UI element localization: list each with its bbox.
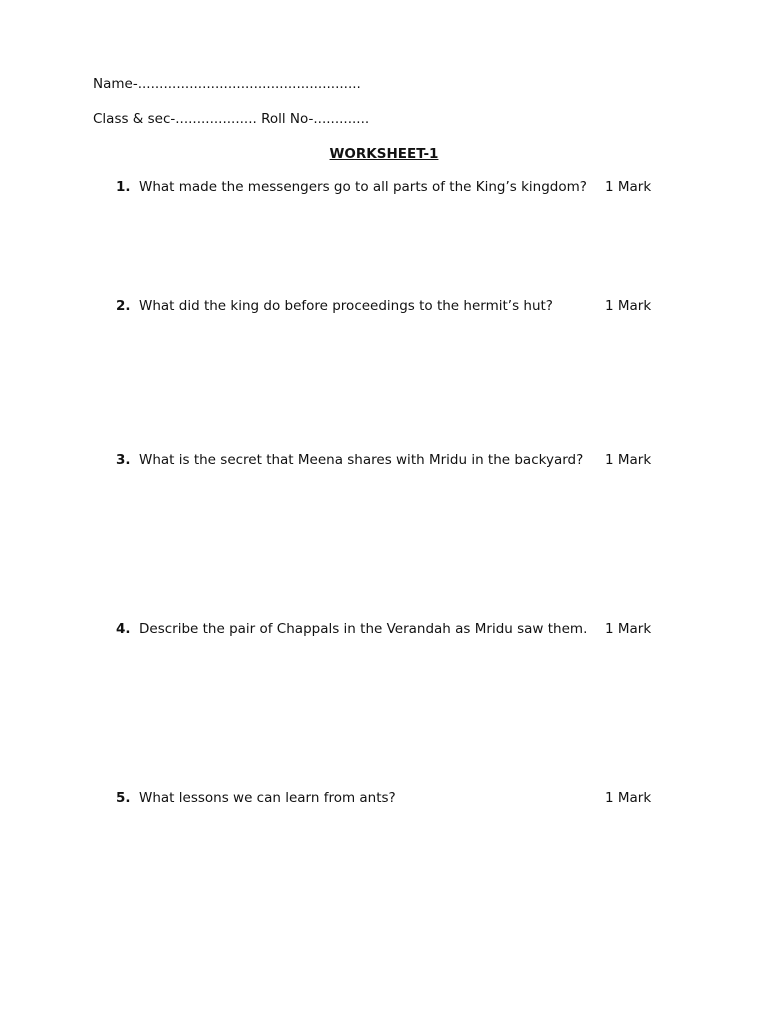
question-marks: 1 Mark: [605, 452, 652, 468]
question-2: [116, 298, 656, 314]
question-5: [116, 790, 656, 806]
question-marks: 1 Mark: [605, 621, 652, 637]
question-marks: 1 Mark: [605, 179, 652, 195]
question-text: What did the king do before proceedings to the hermit’s hut?: [139, 298, 553, 314]
name-line: Name-....................................................: [93, 76, 361, 92]
question-number: 4.: [116, 621, 131, 637]
question-number: 1.: [116, 179, 131, 195]
question-number: 5.: [116, 790, 131, 806]
question-4: [116, 621, 656, 637]
question-number: 3.: [116, 452, 131, 468]
worksheet-title: WORKSHEET-1: [329, 146, 439, 162]
question-marks: 1 Mark: [605, 790, 652, 806]
question-text: What is the secret that Meena shares with Mridu in the backyard?: [139, 452, 584, 468]
question-text: Describe the pair of Chappals in the Verandah as Mridu saw them.: [139, 621, 588, 637]
question-text: What lessons we can learn from ants?: [139, 790, 396, 806]
question-3: [116, 452, 656, 468]
question-1: [116, 179, 656, 195]
class-section-roll-line: Class & sec-................... Roll No-.............: [93, 111, 370, 127]
question-text: What made the messengers go to all parts of the King’s kingdom?: [139, 179, 587, 195]
question-number: 2.: [116, 298, 131, 314]
question-marks: 1 Mark: [605, 298, 652, 314]
